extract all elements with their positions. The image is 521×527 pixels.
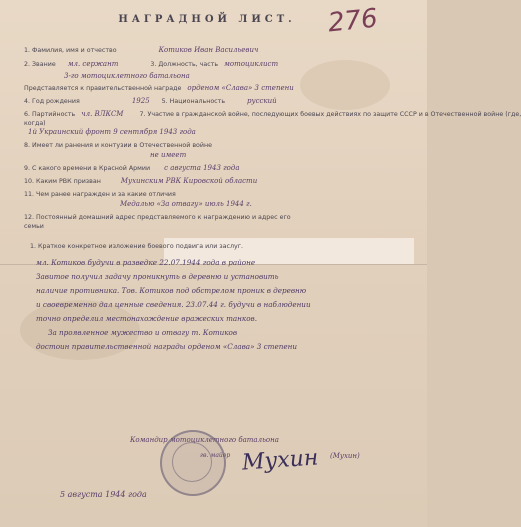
field-presented <box>24 84 414 93</box>
narrative-line: За проявленное мужество и отвагу т. Котиков <box>48 328 238 337</box>
field-label: 8. Имеет ли ранения и контузии в Отечественной войне <box>24 142 212 149</box>
field-label: 1. Фамилия, имя и отчество <box>24 47 117 54</box>
field-wounds <box>24 141 414 150</box>
field-birth <box>24 97 414 106</box>
field-participation-cont <box>24 119 414 128</box>
field-value: мл. сержант <box>67 60 119 68</box>
field-label: 9. С какого времени в Красной Армии <box>24 165 151 172</box>
wounds-value: не имеет <box>150 151 187 159</box>
field-address-cont <box>24 222 414 231</box>
field-label: 11. Чем ранее награжден и за какие отличия <box>24 191 176 198</box>
field-value: мотоциклист <box>224 60 279 68</box>
field-label: 6. Партийность <box>24 111 76 118</box>
document-title: НАГРАДНОЙ ЛИСТ. <box>118 14 296 25</box>
section-heading <box>30 242 420 251</box>
field-label: 2. Звание <box>24 61 56 68</box>
field-label: 7. Участие в гражданской войне, последующих боевых действиях по защите СССР и в Отечественной войне (где, <box>139 111 521 118</box>
commander-rank: гв. майор <box>200 452 231 459</box>
field-participation-cont2 <box>24 128 414 137</box>
field-value: с августа 1943 года <box>164 164 240 172</box>
field-value: русский <box>247 97 277 105</box>
field-service-since <box>24 164 414 173</box>
signature-scribble: Мухин <box>241 445 320 476</box>
field-label: 4. Год рождения <box>24 98 80 105</box>
narrative-line: точно определил местонахождение вражеских танков. <box>36 314 258 323</box>
field-name <box>24 46 414 55</box>
commander-title: Командир мотоциклетного батальона <box>130 436 279 444</box>
commander-name: (Мухин) <box>330 452 360 460</box>
field-value: орденом «Слава» 3 степени <box>187 84 294 92</box>
document-date: 5 августа 1944 года <box>60 490 147 499</box>
field-value: Котиков Иван Васильевич <box>158 46 259 54</box>
field-party <box>24 110 521 119</box>
section-heading-text: 1. Краткое конкретное изложение боевого подвига или заслуг. <box>30 243 244 250</box>
narrative <box>36 256 416 354</box>
narrative-line: мл. Котиков будучи в разведке 22.07.1944 года в районе <box>36 258 256 267</box>
field-conscripted <box>24 177 414 186</box>
field-label: 12. Постоянный домашний адрес представляемого к награждению и адрес его <box>24 214 291 221</box>
narrative-line: достоин правительственной награды орденом «Слава» 3 степени <box>36 342 297 351</box>
field-label: 3. Должность, часть <box>150 61 219 68</box>
field-label: 5. Национальность <box>161 98 226 105</box>
prior-awards-value: Медалью «За отвагу» июль 1944 г. <box>120 200 252 208</box>
field-label: 10. Каким РВК призван <box>24 178 101 185</box>
field-label: когда) <box>24 120 46 127</box>
field-value: Мухинским РВК Кировской области <box>120 177 258 185</box>
unit-name: 3-го мотоциклетного батальона <box>64 72 190 80</box>
field-value: 1925 <box>131 97 150 105</box>
official-stamp <box>160 430 226 496</box>
narrative-line: наличие противника. Тов. Котиков под обстрелом проник в деревню <box>36 286 307 295</box>
field-value: 1й Украинский фронт 9 сентября 1943 года <box>28 128 196 136</box>
field-prior-awards <box>24 190 414 199</box>
field-value: чл. ВЛКСМ <box>81 110 124 118</box>
field-address <box>24 213 414 222</box>
field-rank <box>24 60 414 69</box>
narrative-line: и своевременно дал ценные сведения. 23.07.44 г. будучи в наблюдении <box>36 300 311 309</box>
field-label: Представляется к правительственной награде <box>24 85 182 92</box>
field-label: семьи <box>24 223 44 230</box>
archive-number: 276 <box>326 3 380 39</box>
narrative-line: Завитое получил задачу проникнуть в деревню и установить <box>36 272 279 281</box>
